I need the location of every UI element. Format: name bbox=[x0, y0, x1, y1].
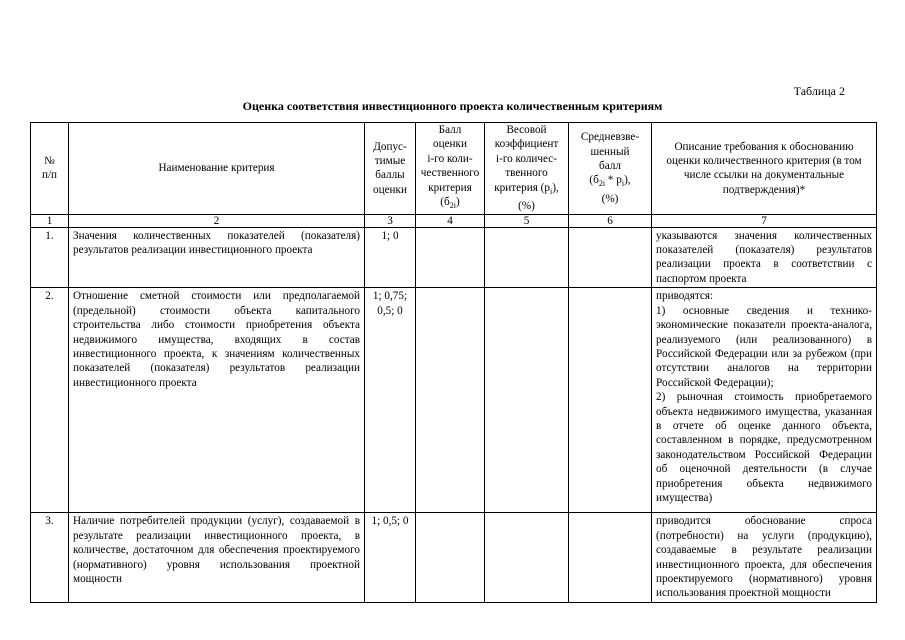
row-number: 1. bbox=[31, 227, 69, 288]
column-number: 5 bbox=[485, 214, 569, 227]
header-weight-end: ), (%) bbox=[518, 181, 559, 213]
row-weight bbox=[485, 227, 569, 288]
row-weighted-score bbox=[569, 513, 652, 603]
header-score-text: Балл оценки i-го коли- чественного критерия (б bbox=[420, 124, 480, 209]
column-number: 6 bbox=[569, 214, 652, 227]
row-number: 2. bbox=[31, 288, 69, 513]
header-score-end: ) bbox=[455, 196, 460, 209]
header-row bbox=[31, 123, 877, 215]
row-weighted-score bbox=[569, 227, 652, 288]
row-description: приводятся: 1) основные сведения и технико-экономические показатели проекта-аналога, реализуемого (или реализованного) в Российской Федерации или за рубежом (при отсутствии аналогов на территории Российской Федерации); 2) рыночная стоимость приобретаемого объекта недвижимого имущества, указанная в отчете об оценке данного объекта, составленном в порядке, предусмотренном законодательством Российской Федерации об оценочной деятельности (в случае приобретения объекта недвижимого имущества) bbox=[652, 288, 877, 513]
row-description: указываются значения количественных показателей (показателя) результатов реализации проекта в соответствии с паспортом проекта bbox=[652, 227, 877, 288]
row-score bbox=[416, 513, 485, 603]
column-number: 2 bbox=[69, 214, 365, 227]
header-score-sub: 2i bbox=[449, 201, 456, 211]
header-weight-sub: i bbox=[549, 186, 553, 196]
row-weight bbox=[485, 288, 569, 513]
row-criterion-name: Наличие потребителей продукции (услуг), создаваемой в результате реализации инвестиционного проекта, в количестве, достаточном для обеспечения проектируемого (нормативного) уровня использования проектной мощности bbox=[69, 513, 365, 603]
row-number: 3. bbox=[31, 513, 69, 603]
header-criterion-name: Наименование критерия bbox=[69, 123, 365, 215]
column-number: 4 bbox=[416, 214, 485, 227]
row-allowed-points: 1; 0,75; 0,5; 0 bbox=[365, 288, 416, 513]
header-weighted-text: Средневзве- шенный балл (б bbox=[580, 131, 640, 187]
criteria-table bbox=[30, 122, 877, 603]
column-number: 1 bbox=[31, 214, 69, 227]
header-weight bbox=[485, 123, 569, 215]
row-weighted-score bbox=[569, 288, 652, 513]
row-allowed-points: 1; 0,5; 0 bbox=[365, 513, 416, 603]
row-criterion-name: Отношение сметной стоимости или предполагаемой (предельной) стоимости объекта капитального строительства либо стоимости приобретения объекта недвижимого имущества, входящих в состав инвестиционного проекта, к значениям количественных показателей (показателя) результатов реализации инвестиционного проекта bbox=[69, 288, 365, 513]
header-description: Описание требования к обоснованию оценки количественного критерия (в том числе ссылки на документальные подтверждения)* bbox=[652, 123, 877, 215]
header-weighted-sub1: 2i bbox=[598, 179, 606, 189]
column-number: 7 bbox=[652, 214, 877, 227]
table-row bbox=[31, 288, 877, 513]
column-numbers-row bbox=[31, 214, 877, 227]
row-weight bbox=[485, 513, 569, 603]
header-score bbox=[416, 123, 485, 215]
row-score bbox=[416, 227, 485, 288]
header-weighted-score bbox=[569, 123, 652, 215]
table-row bbox=[31, 513, 877, 603]
row-allowed-points: 1; 0 bbox=[365, 227, 416, 288]
table-caption: Таблица 2 bbox=[793, 84, 845, 98]
header-allowed-points: Допус- тимые баллы оценки bbox=[365, 123, 416, 215]
row-criterion-name: Значения количественных показателей (показателя) результатов реализации инвестиционного проекта bbox=[69, 227, 365, 288]
row-score bbox=[416, 288, 485, 513]
document-title: Оценка соответствия инвестиционного проекта количественным критериям bbox=[242, 99, 663, 113]
header-weight-text: Весовой коэффициент i-го количес- твенного критерия (p bbox=[494, 124, 559, 194]
header-number: № п/п bbox=[31, 123, 69, 215]
table-row bbox=[31, 227, 877, 288]
column-number: 3 bbox=[365, 214, 416, 227]
row-description: приводится обоснование спроса (потребности) на услуги (продукцию), создаваемые в результате реализации инвестиционного проекта, для обеспечения проектируемого (нормативного) уровня использования проектной мощности bbox=[652, 513, 877, 603]
header-weighted-end: ), (%) bbox=[601, 174, 631, 206]
header-weighted-sub2: i bbox=[621, 179, 625, 189]
header-weighted-mid: * p bbox=[605, 174, 622, 187]
